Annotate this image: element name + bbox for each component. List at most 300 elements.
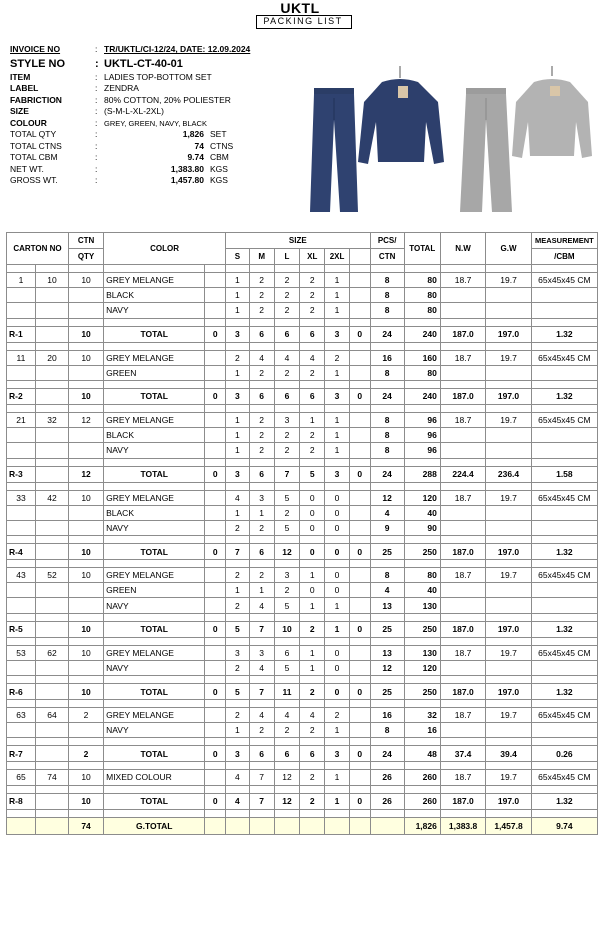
- size-s-cell: 1: [226, 412, 250, 427]
- empty-cell: [300, 637, 325, 645]
- zero-cell: 0: [349, 466, 370, 482]
- color-cell: NAVY: [104, 303, 205, 318]
- total-cell: 120: [404, 660, 440, 675]
- ctn-qty-cell: 12: [68, 412, 103, 427]
- measurement-cell: [531, 443, 597, 458]
- empty-cell: [300, 676, 325, 684]
- empty-cell: [349, 645, 370, 660]
- measurement-cell: 65x45x45 CM: [531, 490, 597, 505]
- size-l-cell: 2: [274, 583, 300, 598]
- colour-row: COLOUR : GREY, GREEN, NAVY, BLACK: [10, 117, 207, 128]
- empty-cell: [404, 785, 440, 793]
- empty-cell: [226, 762, 250, 770]
- empty-cell: [274, 482, 300, 490]
- empty-cell: [205, 762, 226, 770]
- empty-cell: [226, 817, 250, 834]
- size-s-cell: 1: [226, 288, 250, 303]
- carton-to-cell: [35, 428, 68, 443]
- empty-cell: [370, 458, 404, 466]
- empty-cell: [249, 458, 274, 466]
- size-m-cell: 3: [249, 645, 274, 660]
- zero-cell: 0: [205, 544, 226, 560]
- total-cell: 80: [404, 288, 440, 303]
- color-cell: NAVY: [104, 520, 205, 535]
- empty-cell: [205, 637, 226, 645]
- empty-cell: [486, 536, 531, 544]
- size-l-cell: 2: [274, 288, 300, 303]
- empty-cell: [404, 809, 440, 817]
- empty-cell: [104, 482, 205, 490]
- empty-cell: [249, 762, 274, 770]
- empty-cell: [370, 342, 404, 350]
- empty-cell: [349, 700, 370, 708]
- empty-cell: [531, 342, 597, 350]
- empty-cell: [35, 560, 68, 568]
- ctn-qty-cell: [68, 723, 103, 738]
- ref-cell: R-7: [7, 746, 36, 762]
- ctn-qty-cell: 10: [68, 388, 103, 404]
- empty-cell: [205, 583, 226, 598]
- ctn-qty-cell: 10: [68, 350, 103, 365]
- size-s-cell: 7: [226, 544, 250, 560]
- size-m-cell: 1: [249, 505, 274, 520]
- size-2xl-cell: 1: [325, 598, 350, 613]
- empty-cell: [35, 342, 68, 350]
- empty-cell: [440, 700, 485, 708]
- size-s-cell: 2: [226, 660, 250, 675]
- empty-cell: [205, 265, 226, 273]
- empty-cell: [349, 613, 370, 621]
- size-s-cell: 3: [226, 645, 250, 660]
- empty-cell: [349, 342, 370, 350]
- size-xl-cell: 1: [300, 598, 325, 613]
- empty-cell: [226, 700, 250, 708]
- empty-cell: [300, 817, 325, 834]
- size-xl-cell: 1: [300, 568, 325, 583]
- empty-cell: [300, 536, 325, 544]
- empty-cell: [404, 458, 440, 466]
- zero-cell: 0: [349, 621, 370, 637]
- size-xl-cell: 6: [300, 388, 325, 404]
- empty-cell: [205, 645, 226, 660]
- table-row: [7, 723, 598, 738]
- empty-cell: [104, 637, 205, 645]
- size-2xl-cell: 2: [325, 350, 350, 365]
- carton-to-cell: [35, 598, 68, 613]
- empty-cell: [7, 380, 36, 388]
- size-m-cell: 2: [249, 288, 274, 303]
- empty-cell: [274, 738, 300, 746]
- size-xl-cell: 1: [300, 412, 325, 427]
- empty-cell: [7, 817, 36, 834]
- color-cell: NAVY: [104, 660, 205, 675]
- empty-cell: [531, 637, 597, 645]
- empty-cell: [35, 809, 68, 817]
- empty-cell: [68, 536, 103, 544]
- ctn-qty-cell: 10: [68, 544, 103, 560]
- empty-cell: [205, 443, 226, 458]
- empty-cell: [349, 505, 370, 520]
- size-2xl-cell: 1: [325, 793, 350, 809]
- ctn2-header: CTN: [370, 249, 404, 265]
- empty-cell: [486, 560, 531, 568]
- gw-cell: [486, 505, 531, 520]
- empty-cell: [404, 762, 440, 770]
- size-m-cell: 4: [249, 598, 274, 613]
- grey-pants-image: [460, 88, 512, 212]
- size-s-cell: 1: [226, 365, 250, 380]
- pcs-per-ctn-cell: 26: [370, 793, 404, 809]
- table-row: [7, 568, 598, 583]
- carton-to-cell: [35, 583, 68, 598]
- empty-cell: [68, 265, 103, 273]
- empty-cell: [68, 785, 103, 793]
- carton-to-cell: 64: [35, 708, 68, 723]
- total-label-cell: TOTAL: [104, 793, 205, 809]
- empty-cell: [300, 318, 325, 326]
- total-label-cell: TOTAL: [104, 388, 205, 404]
- total-cell: 250: [404, 684, 440, 700]
- empty-cell: [35, 482, 68, 490]
- nw-cell: 18.7: [440, 708, 485, 723]
- empty-cell: [205, 342, 226, 350]
- empty-cell: [370, 809, 404, 817]
- measurement-cell: 65x45x45 CM: [531, 568, 597, 583]
- carton-to-cell: 10: [35, 273, 68, 288]
- empty-cell: [531, 785, 597, 793]
- empty-cell: [35, 318, 68, 326]
- empty-cell: [104, 785, 205, 793]
- empty-cell: [349, 288, 370, 303]
- size-m-cell: 2: [249, 723, 274, 738]
- size-l-cell: 2: [274, 273, 300, 288]
- total-label-cell: TOTAL: [104, 466, 205, 482]
- pcs-per-ctn-cell: 12: [370, 490, 404, 505]
- empty-cell: [35, 746, 68, 762]
- empty-cell: [349, 490, 370, 505]
- gw-cell: 197.0: [486, 621, 531, 637]
- empty-cell: [274, 817, 300, 834]
- carton-from-cell: 53: [7, 645, 36, 660]
- empty-cell: [104, 613, 205, 621]
- color-cell: BLACK: [104, 505, 205, 520]
- size-m-cell: 1: [249, 583, 274, 598]
- size-s-cell: 1: [226, 505, 250, 520]
- total-cell: 80: [404, 365, 440, 380]
- carton-to-cell: 74: [35, 770, 68, 785]
- measurement-cell: 65x45x45 CM: [531, 350, 597, 365]
- size-2xl-cell: 1: [325, 288, 350, 303]
- carton-to-cell: 32: [35, 412, 68, 427]
- empty-cell: [205, 568, 226, 583]
- gw-cell: 197.0: [486, 544, 531, 560]
- size-xl-cell: 2: [300, 303, 325, 318]
- size-l-cell: 12: [274, 770, 300, 785]
- gw-cell: 19.7: [486, 490, 531, 505]
- measurement-cell: 65x45x45 CM: [531, 645, 597, 660]
- cbm-cell: 1.32: [531, 684, 597, 700]
- color-cell: NAVY: [104, 723, 205, 738]
- empty-cell: [104, 380, 205, 388]
- size-l-cell: 3: [274, 568, 300, 583]
- size-2xl-cell: 1: [325, 621, 350, 637]
- pcs-per-ctn-cell: 13: [370, 645, 404, 660]
- cbm-header: /CBM: [531, 249, 597, 265]
- pcs-per-ctn-cell: 12: [370, 660, 404, 675]
- nw-cell: 187.0: [440, 684, 485, 700]
- empty-cell: [370, 318, 404, 326]
- empty-cell: [68, 404, 103, 412]
- carton-from-cell: 11: [7, 350, 36, 365]
- size-2xl-cell: 1: [325, 428, 350, 443]
- subtotal-row: [7, 684, 598, 700]
- measurement-cell: [531, 598, 597, 613]
- empty-cell: [325, 785, 350, 793]
- pcs-per-ctn-cell: 26: [370, 770, 404, 785]
- table-row: [7, 303, 598, 318]
- empty-cell: [349, 303, 370, 318]
- empty-cell: [370, 265, 404, 273]
- size-m-header: M: [249, 249, 274, 265]
- size-s-cell: 2: [226, 568, 250, 583]
- header-info: [10, 44, 310, 187]
- nw-cell: 18.7: [440, 273, 485, 288]
- empty-cell: [35, 265, 68, 273]
- empty-cell: [531, 676, 597, 684]
- size-l-cell: 2: [274, 443, 300, 458]
- total-cell: 240: [404, 388, 440, 404]
- gw-cell: [486, 428, 531, 443]
- size-xl-cell: 0: [300, 544, 325, 560]
- size-m-cell: 7: [249, 684, 274, 700]
- pcs-per-ctn-cell: 8: [370, 428, 404, 443]
- empty-cell: [35, 380, 68, 388]
- size-row: SIZE : (S-M-L-XL-2XL): [10, 106, 164, 116]
- cbm-cell: 1.32: [531, 326, 597, 342]
- empty-cell: [349, 785, 370, 793]
- empty-cell: [440, 637, 485, 645]
- measurement-cell: [531, 505, 597, 520]
- grand-total-label: G.TOTAL: [104, 817, 205, 834]
- nw-header: N.W: [440, 233, 485, 265]
- empty-cell: [35, 700, 68, 708]
- doc-title: PACKING LIST: [263, 16, 343, 26]
- empty-cell: [486, 700, 531, 708]
- nw-cell: [440, 303, 485, 318]
- size-xl-cell: 4: [300, 708, 325, 723]
- measurement-cell: [531, 365, 597, 380]
- carton-from-cell: [7, 428, 36, 443]
- empty-cell: [205, 365, 226, 380]
- size-l-cell: 4: [274, 708, 300, 723]
- carton-from-cell: [7, 288, 36, 303]
- nw-cell: [440, 660, 485, 675]
- empty-cell: [205, 817, 226, 834]
- empty-cell: [7, 404, 36, 412]
- size-s-cell: 5: [226, 621, 250, 637]
- size-l-cell: 6: [274, 746, 300, 762]
- measurement-cell: 65x45x45 CM: [531, 708, 597, 723]
- empty-cell: [325, 700, 350, 708]
- empty-cell: [440, 536, 485, 544]
- carton-from-cell: [7, 583, 36, 598]
- empty-cell: [249, 342, 274, 350]
- empty-cell: [404, 404, 440, 412]
- ref-cell: R-6: [7, 684, 36, 700]
- empty-cell: [300, 738, 325, 746]
- size-m-cell: 2: [249, 568, 274, 583]
- empty-cell: [531, 536, 597, 544]
- empty-cell: [531, 404, 597, 412]
- measurement-cell: [531, 303, 597, 318]
- empty-cell: [349, 560, 370, 568]
- empty-cell: [104, 458, 205, 466]
- pcs-per-ctn-cell: 8: [370, 303, 404, 318]
- total-cell: 120: [404, 490, 440, 505]
- carton-to-cell: [35, 288, 68, 303]
- empty-cell: [205, 505, 226, 520]
- size-l-cell: 2: [274, 723, 300, 738]
- empty-cell: [68, 738, 103, 746]
- empty-cell: [249, 785, 274, 793]
- empty-cell: [249, 404, 274, 412]
- empty-cell: [486, 342, 531, 350]
- size-s-cell: 2: [226, 520, 250, 535]
- zero-cell: 0: [205, 746, 226, 762]
- nw-cell: 18.7: [440, 645, 485, 660]
- pcs-per-ctn-cell: 4: [370, 583, 404, 598]
- empty-cell: [349, 762, 370, 770]
- ctn-qty-cell: [68, 520, 103, 535]
- empty-cell: [440, 676, 485, 684]
- nw-cell: [440, 598, 485, 613]
- size-m-cell: 4: [249, 350, 274, 365]
- empty-cell: [7, 637, 36, 645]
- measurement-header: MEASUREMENT: [531, 233, 597, 249]
- empty-cell: [226, 637, 250, 645]
- grand-ctn-cell: 74: [68, 817, 103, 834]
- empty-cell: [205, 723, 226, 738]
- pcs-per-ctn-cell: 8: [370, 273, 404, 288]
- empty-cell: [7, 676, 36, 684]
- color-cell: GREEN: [104, 365, 205, 380]
- empty-cell: [249, 817, 274, 834]
- empty-cell: [325, 762, 350, 770]
- empty-cell: [226, 785, 250, 793]
- color-cell: GREEN: [104, 583, 205, 598]
- empty-cell: [68, 560, 103, 568]
- color-header: COLOR: [104, 233, 226, 265]
- empty-cell: [349, 637, 370, 645]
- size-2xl-cell: 1: [325, 303, 350, 318]
- empty-cell: [531, 809, 597, 817]
- gw-cell: 19.7: [486, 350, 531, 365]
- size-2xl-cell: 3: [325, 466, 350, 482]
- empty-cell: [249, 482, 274, 490]
- size-s-cell: 2: [226, 598, 250, 613]
- carton-to-cell: 20: [35, 350, 68, 365]
- empty-cell: [274, 404, 300, 412]
- size-blank-header: [349, 249, 370, 265]
- size-l-cell: 12: [274, 544, 300, 560]
- empty-cell: [226, 458, 250, 466]
- spacer-row: [7, 613, 598, 621]
- spacer-row: [7, 560, 598, 568]
- empty-cell: [249, 637, 274, 645]
- empty-cell: [205, 482, 226, 490]
- empty-cell: [35, 817, 68, 834]
- size-l-cell: 4: [274, 350, 300, 365]
- empty-cell: [104, 676, 205, 684]
- ctn-qty-cell: 10: [68, 273, 103, 288]
- size-xl-cell: 2: [300, 288, 325, 303]
- empty-cell: [325, 380, 350, 388]
- total-cell: 260: [404, 770, 440, 785]
- empty-cell: [349, 458, 370, 466]
- carton-to-cell: 42: [35, 490, 68, 505]
- size-m-cell: 6: [249, 388, 274, 404]
- subtotal-row: [7, 793, 598, 809]
- pcs-per-ctn-cell: 8: [370, 568, 404, 583]
- size-s-cell: 4: [226, 793, 250, 809]
- nw-cell: [440, 443, 485, 458]
- subtotal-row: [7, 388, 598, 404]
- empty-cell: [370, 404, 404, 412]
- packing-list-table: [6, 232, 598, 835]
- gw-cell: [486, 303, 531, 318]
- total-cell: 130: [404, 645, 440, 660]
- empty-cell: [300, 342, 325, 350]
- empty-cell: [370, 613, 404, 621]
- gross-wt-row: GROSS WT. : 1,457.80 KGS: [10, 175, 228, 185]
- color-cell: GREY MELANGE: [104, 708, 205, 723]
- empty-cell: [35, 544, 68, 560]
- empty-cell: [404, 676, 440, 684]
- empty-cell: [205, 412, 226, 427]
- empty-cell: [249, 613, 274, 621]
- empty-cell: [349, 482, 370, 490]
- empty-cell: [7, 482, 36, 490]
- empty-cell: [7, 762, 36, 770]
- nw-cell: [440, 288, 485, 303]
- size-xl-cell: 5: [300, 466, 325, 482]
- size-2xl-cell: 0: [325, 520, 350, 535]
- empty-cell: [35, 388, 68, 404]
- ref-cell: R-1: [7, 326, 36, 342]
- spacer-row: [7, 458, 598, 466]
- empty-cell: [274, 762, 300, 770]
- size-2xl-cell: 1: [325, 273, 350, 288]
- table-row: [7, 350, 598, 365]
- carton-to-cell: [35, 505, 68, 520]
- empty-cell: [404, 637, 440, 645]
- size-l-cell: 6: [274, 645, 300, 660]
- empty-cell: [300, 458, 325, 466]
- total-cell: 48: [404, 746, 440, 762]
- size-l-cell: 5: [274, 490, 300, 505]
- cbm-cell: 1.32: [531, 793, 597, 809]
- empty-cell: [370, 676, 404, 684]
- empty-cell: [404, 536, 440, 544]
- size-xl-cell: 6: [300, 326, 325, 342]
- empty-cell: [349, 817, 370, 834]
- empty-cell: [349, 809, 370, 817]
- size-m-cell: 7: [249, 793, 274, 809]
- empty-cell: [7, 809, 36, 817]
- empty-cell: [7, 738, 36, 746]
- pcs-per-ctn-cell: 25: [370, 684, 404, 700]
- empty-cell: [274, 318, 300, 326]
